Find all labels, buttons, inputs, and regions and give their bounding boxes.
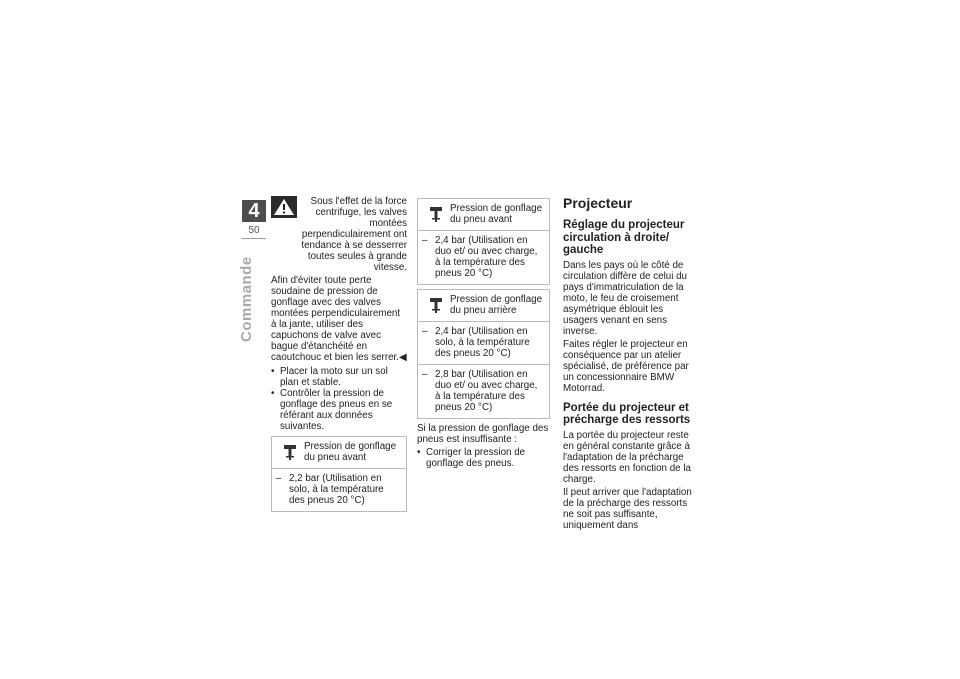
valve-paragraph: Afin d'éviter toute perte soudaine de pression de gonflage avec des valves montées perpendiculairement à la jante, utiliser des capuchons de valve avec bague d'étanchéité en caoutchouc et bien les serrer.◀ bbox=[271, 275, 407, 363]
spec-box-front-solo bbox=[271, 436, 407, 512]
subsection-title: Réglage du projecteur circulation à droite/ gauche bbox=[563, 219, 685, 256]
spec-row: – 2,8 bar (Utilisation en duo et/ ou avec charge, à la température des pneus 20 °C) bbox=[418, 365, 549, 418]
chapter-title: Commande bbox=[238, 256, 255, 342]
tire-gauge-icon bbox=[422, 294, 450, 313]
spec-value: 2,8 bar (Utilisation en duo et/ ou avec charge, à la température des pneus 20 °C) bbox=[435, 369, 538, 413]
paragraph: La portée du projecteur reste en général constante grâce à l'adaptation de la précharge des ressorts en fonction de la charge. bbox=[563, 429, 691, 485]
column-1 bbox=[271, 196, 407, 516]
tire-gauge-icon bbox=[422, 203, 450, 222]
correct-list bbox=[417, 447, 550, 469]
spec-value: 2,2 bar (Utilisation en solo, à la température des pneus 20 °C) bbox=[289, 473, 384, 506]
list-item: • Contrôler la pression de gonflage des pneus en se référant aux données suivantes. bbox=[271, 388, 407, 432]
chapter-number: 4 bbox=[242, 200, 266, 222]
warning-text: Sous l'effet de la force centrifuge, les valves montées perpendiculairement ont tendance à se desserrer toutes seules à grande vitesse. bbox=[301, 196, 407, 273]
paragraph: Faites régler le projecteur en conséquence par un atelier spécialisé, de préférence par un concessionnaire BMW Motorrad. bbox=[563, 338, 689, 394]
insufficient-paragraph: Si la pression de gonflage des pneus est insuffisante : bbox=[417, 423, 549, 445]
spec-box-rear bbox=[417, 289, 550, 419]
list-item: • Corriger la pression de gonflage des pneus. bbox=[417, 447, 550, 469]
spec-row: – 2,4 bar (Utilisation en solo, à la température des pneus 20 °C) bbox=[418, 322, 549, 365]
spec-label: Pression de gonflage du pneu avant bbox=[450, 203, 543, 225]
spec-row: – 2,2 bar (Utilisation en solo, à la température des pneus 20 °C) bbox=[272, 469, 406, 511]
spec-row: – 2,4 bar (Utilisation en duo et/ ou avec charge, à la température des pneus 20 °C) bbox=[418, 231, 549, 284]
spec-box-front-duo bbox=[417, 198, 550, 285]
end-mark: ◀ bbox=[398, 352, 407, 363]
paragraph: Dans les pays où le côté de circulation diffère de celui du pays d'immatriculation de la moto, le feu de croisement asymétrique éblouit les usagers venant en sens inverse. bbox=[563, 259, 687, 337]
warning-block bbox=[271, 196, 407, 273]
warning-icon bbox=[271, 196, 297, 218]
list-item: • Placer la moto sur un sol plan et stable. bbox=[271, 366, 407, 388]
spec-label: Pression de gonflage du pneu avant bbox=[304, 441, 397, 463]
check-list bbox=[271, 366, 407, 432]
spec-value: 2,4 bar (Utilisation en duo et/ ou avec charge, à la température des pneus 20 °C) bbox=[435, 235, 538, 279]
column-2 bbox=[417, 196, 550, 473]
chapter-tab bbox=[242, 200, 266, 239]
tire-gauge-icon bbox=[276, 441, 304, 460]
page-number: 50 bbox=[242, 225, 266, 239]
column-3 bbox=[563, 196, 699, 533]
spec-value: 2,4 bar (Utilisation en solo, à la température des pneus 20 °C) bbox=[435, 326, 530, 359]
subsection-title: Portée du projecteur et précharge des ressorts bbox=[563, 401, 691, 426]
spec-label: Pression de gonflage du pneu arrière bbox=[450, 294, 543, 316]
paragraph: Il peut arriver que l'adaptation de la précharge des ressorts ne soit pas suffisante, uniquement dans bbox=[563, 486, 692, 531]
section-title: Projecteur bbox=[563, 195, 633, 211]
